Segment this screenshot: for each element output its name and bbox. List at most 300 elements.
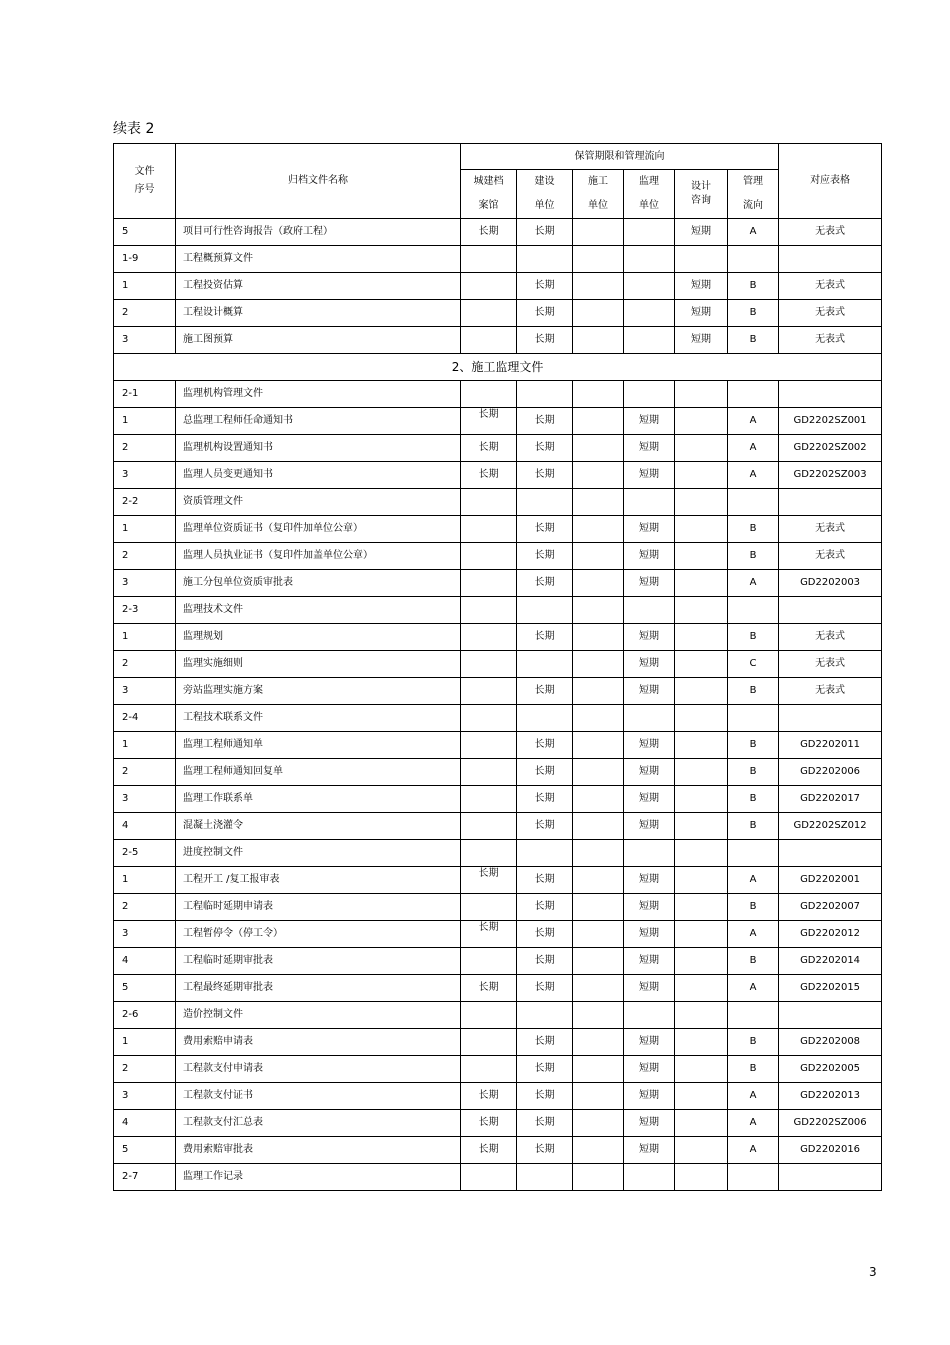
row-name: 总监理工程师任命通知书 [176, 408, 461, 435]
row-value-c4: 短期 [639, 901, 659, 912]
table-row [114, 219, 882, 246]
header-name: 归档文件名称 [176, 144, 461, 219]
table-row [114, 948, 882, 975]
table-row [114, 408, 882, 435]
row-value-c2: 长期 [534, 1144, 555, 1155]
header-col-supervision: 监理 单位 [624, 170, 675, 219]
row-name: 工程款支付申请表 [176, 1056, 461, 1083]
row-cell-c1 [461, 489, 517, 516]
row-cell-c6 [728, 1002, 779, 1029]
row-cell-c1 [461, 975, 517, 1002]
row-cell-c4 [624, 489, 675, 516]
row-cell-c2 [517, 408, 573, 435]
row-cell-c3 [573, 921, 624, 948]
row-cell-c4 [624, 1137, 675, 1164]
row-cell-c1 [461, 948, 517, 975]
row-value-c1: 长期 [478, 922, 499, 933]
row-number: 4 [114, 948, 176, 975]
row-cell-c6 [728, 759, 779, 786]
row-cell-c5 [675, 705, 728, 732]
row-cell-c2 [517, 705, 573, 732]
row-cell-c2 [517, 840, 573, 867]
row-name: 工程款支付汇总表 [176, 1110, 461, 1137]
header-col-construction: 建设 单位 [517, 170, 573, 219]
row-value-c2: 长期 [534, 1063, 555, 1074]
row-value-c2: 长期 [534, 874, 555, 885]
row-name: 监理机构设置通知书 [176, 435, 461, 462]
table-row [114, 624, 882, 651]
row-number: 3 [114, 921, 176, 948]
header-form: 对应表格 [779, 144, 882, 219]
row-cell-c1 [461, 1164, 517, 1191]
row-cell-c4 [624, 435, 675, 462]
row-value-c6: B [749, 1036, 757, 1047]
row-name: 监理工作记录 [176, 1164, 461, 1191]
row-value-c6: A [749, 928, 757, 939]
table-row [114, 786, 882, 813]
row-cell-c4 [624, 219, 675, 246]
row-cell-c5 [675, 435, 728, 462]
row-number: 2 [114, 543, 176, 570]
row-number: 3 [114, 1083, 176, 1110]
row-cell-c6 [728, 273, 779, 300]
row-name: 费用索赔审批表 [176, 1137, 461, 1164]
row-value-c2: 长期 [534, 982, 555, 993]
row-cell-c2 [517, 894, 573, 921]
row-value-c2: 长期 [534, 307, 555, 318]
row-value-c5: 短期 [691, 334, 711, 345]
row-cell-c4 [624, 246, 675, 273]
table-row [114, 705, 882, 732]
row-cell-c3 [573, 462, 624, 489]
row-number: 1 [114, 624, 176, 651]
row-value-c4: 短期 [639, 982, 659, 993]
row-value-c6: B [749, 550, 757, 561]
table-row [114, 327, 882, 354]
row-cell-c3 [573, 219, 624, 246]
row-value-c4: 短期 [639, 631, 659, 642]
row-value-c4: 短期 [639, 928, 659, 939]
row-cell-c1 [461, 246, 517, 273]
row-form: GD2202007 [779, 894, 882, 921]
row-cell-c4 [624, 1002, 675, 1029]
row-value-c4: 短期 [639, 415, 659, 426]
row-value-c2: 长期 [534, 955, 555, 966]
row-cell-c6 [728, 786, 779, 813]
row-form [779, 246, 882, 273]
row-number: 3 [114, 462, 176, 489]
row-cell-c3 [573, 840, 624, 867]
row-cell-c2 [517, 273, 573, 300]
row-cell-c3 [573, 759, 624, 786]
table-row [114, 1056, 882, 1083]
row-value-c6: B [749, 793, 757, 804]
row-value-c5: 短期 [691, 307, 711, 318]
row-cell-c5 [675, 300, 728, 327]
row-value-c4: 短期 [639, 739, 659, 750]
row-cell-c4 [624, 786, 675, 813]
row-number: 5 [114, 1137, 176, 1164]
table-caption: 续表 2 [113, 121, 155, 137]
row-cell-c2 [517, 948, 573, 975]
row-cell-c2 [517, 1002, 573, 1029]
row-value-c6: A [749, 442, 757, 453]
row-cell-c6 [728, 1083, 779, 1110]
row-cell-c3 [573, 1029, 624, 1056]
row-cell-c4 [624, 327, 675, 354]
row-cell-c3 [573, 705, 624, 732]
row-cell-c6 [728, 408, 779, 435]
row-value-c2: 长期 [534, 1117, 555, 1128]
table-row [114, 651, 882, 678]
row-number: 2 [114, 435, 176, 462]
row-form: GD2202001 [779, 867, 882, 894]
row-cell-c5 [675, 381, 728, 408]
table-row [114, 300, 882, 327]
row-cell-c1 [461, 921, 517, 948]
row-name: 监理工程师通知单 [176, 732, 461, 759]
row-cell-c6 [728, 1110, 779, 1137]
row-cell-c1 [461, 300, 517, 327]
row-cell-c2 [517, 813, 573, 840]
row-form: GD2202SZ001 [779, 408, 882, 435]
row-value-c6: B [749, 307, 757, 318]
row-cell-c5 [675, 948, 728, 975]
row-name: 监理工作联系单 [176, 786, 461, 813]
row-number: 3 [114, 786, 176, 813]
row-cell-c3 [573, 435, 624, 462]
row-cell-c6 [728, 1137, 779, 1164]
row-cell-c5 [675, 732, 728, 759]
row-cell-c5 [675, 651, 728, 678]
row-value-c6: A [749, 1144, 757, 1155]
row-cell-c2 [517, 516, 573, 543]
section-title: 2、施工监理文件 [114, 354, 882, 381]
row-cell-c5 [675, 1110, 728, 1137]
row-cell-c6 [728, 894, 779, 921]
row-value-c4: 短期 [639, 793, 659, 804]
table-row [114, 435, 882, 462]
row-value-c4: 短期 [639, 1144, 659, 1155]
row-cell-c1 [461, 759, 517, 786]
row-form: GD2202006 [779, 759, 882, 786]
row-form: GD2202003 [779, 570, 882, 597]
row-number: 1 [114, 1029, 176, 1056]
row-cell-c1 [461, 1110, 517, 1137]
row-cell-c6 [728, 975, 779, 1002]
row-cell-c2 [517, 678, 573, 705]
row-cell-c3 [573, 1083, 624, 1110]
row-form [779, 597, 882, 624]
row-number: 2 [114, 300, 176, 327]
row-cell-c4 [624, 624, 675, 651]
row-cell-c6 [728, 435, 779, 462]
row-value-c6: B [749, 334, 757, 345]
row-form: GD2202012 [779, 921, 882, 948]
row-value-c2: 长期 [534, 415, 555, 426]
row-cell-c5 [675, 1164, 728, 1191]
row-number: 1 [114, 408, 176, 435]
row-cell-c1 [461, 1056, 517, 1083]
row-cell-c6 [728, 381, 779, 408]
row-cell-c2 [517, 435, 573, 462]
row-cell-c4 [624, 462, 675, 489]
row-cell-c5 [675, 462, 728, 489]
row-value-c6: B [749, 739, 757, 750]
row-name: 监理工程师通知回复单 [176, 759, 461, 786]
row-cell-c1 [461, 219, 517, 246]
row-form [779, 381, 882, 408]
row-form: GD2202SZ003 [779, 462, 882, 489]
row-cell-c2 [517, 732, 573, 759]
row-form: GD2202005 [779, 1056, 882, 1083]
row-cell-c1 [461, 1002, 517, 1029]
row-cell-c1 [461, 813, 517, 840]
row-value-c4: 短期 [639, 1090, 659, 1101]
row-value-c6: A [749, 1117, 757, 1128]
row-name: 工程投资估算 [176, 273, 461, 300]
table-row [114, 678, 882, 705]
row-number: 5 [114, 975, 176, 1002]
row-cell-c5 [675, 408, 728, 435]
row-name: 监理实施细则 [176, 651, 461, 678]
row-value-c2: 长期 [534, 469, 555, 480]
row-cell-c3 [573, 651, 624, 678]
row-number: 2 [114, 759, 176, 786]
header-group: 保管期限和管理流向 [461, 144, 779, 170]
row-cell-c3 [573, 948, 624, 975]
row-cell-c2 [517, 246, 573, 273]
row-cell-c5 [675, 1083, 728, 1110]
row-cell-c4 [624, 840, 675, 867]
table-row [114, 975, 882, 1002]
row-cell-c2 [517, 1137, 573, 1164]
row-cell-c4 [624, 705, 675, 732]
row-form: 无表式 [779, 327, 882, 354]
row-cell-c3 [573, 543, 624, 570]
row-number: 1 [114, 732, 176, 759]
row-value-c6: A [749, 1090, 757, 1101]
row-cell-c6 [728, 651, 779, 678]
row-cell-c3 [573, 246, 624, 273]
row-cell-c1 [461, 732, 517, 759]
row-cell-c6 [728, 624, 779, 651]
row-form: GD2202SZ002 [779, 435, 882, 462]
row-cell-c5 [675, 1029, 728, 1056]
row-value-c2: 长期 [534, 1036, 555, 1047]
row-cell-c2 [517, 1056, 573, 1083]
row-cell-c4 [624, 867, 675, 894]
row-cell-c4 [624, 1056, 675, 1083]
table-row [114, 381, 882, 408]
row-cell-c2 [517, 327, 573, 354]
row-value-c4: 短期 [639, 1063, 659, 1074]
row-name: 造价控制文件 [176, 1002, 461, 1029]
row-value-c6: B [749, 631, 757, 642]
archive-table [113, 143, 882, 1191]
row-cell-c5 [675, 327, 728, 354]
row-cell-c1 [461, 786, 517, 813]
row-cell-c3 [573, 381, 624, 408]
row-name: 监理单位资质证书（复印件加单位公章） [176, 516, 461, 543]
row-value-c1: 长期 [478, 982, 499, 993]
row-value-c6: B [749, 766, 757, 777]
row-cell-c5 [675, 867, 728, 894]
row-cell-c6 [728, 921, 779, 948]
row-number: 2-6 [114, 1002, 176, 1029]
row-value-c6: A [749, 982, 757, 993]
row-value-c4: 短期 [639, 820, 659, 831]
row-cell-c5 [675, 543, 728, 570]
row-cell-c3 [573, 813, 624, 840]
row-value-c6: A [749, 415, 757, 426]
row-cell-c2 [517, 1164, 573, 1191]
row-cell-c3 [573, 327, 624, 354]
row-cell-c6 [728, 813, 779, 840]
row-name: 工程暂停令（停工令） [176, 921, 461, 948]
row-cell-c5 [675, 246, 728, 273]
row-number: 2-7 [114, 1164, 176, 1191]
row-cell-c3 [573, 732, 624, 759]
row-value-c2: 长期 [534, 793, 555, 804]
row-number: 2 [114, 1056, 176, 1083]
row-form: 无表式 [779, 651, 882, 678]
header-seq: 文件 序号 [114, 144, 176, 219]
row-value-c4: 短期 [639, 469, 659, 480]
row-cell-c4 [624, 597, 675, 624]
row-cell-c1 [461, 381, 517, 408]
row-cell-c4 [624, 408, 675, 435]
row-cell-c3 [573, 624, 624, 651]
row-cell-c3 [573, 1056, 624, 1083]
row-cell-c3 [573, 786, 624, 813]
row-cell-c4 [624, 813, 675, 840]
row-cell-c6 [728, 246, 779, 273]
row-value-c5: 短期 [691, 280, 711, 291]
row-cell-c1 [461, 1137, 517, 1164]
row-value-c1: 长期 [478, 868, 499, 879]
row-cell-c6 [728, 327, 779, 354]
row-form: GD2202016 [779, 1137, 882, 1164]
row-form: GD2202008 [779, 1029, 882, 1056]
row-cell-c5 [675, 759, 728, 786]
row-cell-c6 [728, 597, 779, 624]
row-name: 工程款支付证书 [176, 1083, 461, 1110]
row-name: 费用索赔申请表 [176, 1029, 461, 1056]
row-number: 2-2 [114, 489, 176, 516]
row-cell-c6 [728, 300, 779, 327]
row-cell-c6 [728, 678, 779, 705]
row-value-c6: B [749, 523, 757, 534]
row-number: 2-4 [114, 705, 176, 732]
row-name: 工程临时延期申请表 [176, 894, 461, 921]
row-value-c6: B [749, 820, 757, 831]
row-value-c2: 长期 [534, 577, 555, 588]
row-cell-c1 [461, 408, 517, 435]
row-value-c4: 短期 [639, 874, 659, 885]
row-cell-c6 [728, 489, 779, 516]
row-cell-c2 [517, 624, 573, 651]
row-form: 无表式 [779, 273, 882, 300]
table-row [114, 894, 882, 921]
row-value-c4: 短期 [639, 577, 659, 588]
row-value-c6: C [749, 658, 757, 669]
row-number: 2 [114, 651, 176, 678]
row-cell-c5 [675, 597, 728, 624]
row-cell-c4 [624, 516, 675, 543]
row-cell-c5 [675, 975, 728, 1002]
row-cell-c6 [728, 219, 779, 246]
row-name: 监理机构管理文件 [176, 381, 461, 408]
row-value-c6: B [749, 1063, 757, 1074]
row-cell-c5 [675, 1137, 728, 1164]
row-value-c2: 长期 [534, 820, 555, 831]
row-value-c6: A [749, 874, 757, 885]
row-form: GD2202017 [779, 786, 882, 813]
table-row [114, 1164, 882, 1191]
row-value-c2: 长期 [534, 523, 555, 534]
table-row [114, 543, 882, 570]
row-cell-c5 [675, 786, 728, 813]
row-cell-c1 [461, 624, 517, 651]
row-cell-c2 [517, 543, 573, 570]
row-cell-c1 [461, 516, 517, 543]
table-row [114, 462, 882, 489]
row-cell-c5 [675, 894, 728, 921]
row-cell-c4 [624, 759, 675, 786]
row-value-c2: 长期 [534, 280, 555, 291]
row-value-c2: 长期 [534, 334, 555, 345]
row-cell-c3 [573, 1137, 624, 1164]
row-name: 工程设计概算 [176, 300, 461, 327]
row-cell-c1 [461, 678, 517, 705]
table-row [114, 1137, 882, 1164]
row-value-c2: 长期 [534, 901, 555, 912]
row-name: 监理人员执业证书（复印件加盖单位公章） [176, 543, 461, 570]
row-cell-c5 [675, 570, 728, 597]
row-cell-c2 [517, 570, 573, 597]
row-cell-c1 [461, 435, 517, 462]
row-cell-c5 [675, 1056, 728, 1083]
row-cell-c1 [461, 462, 517, 489]
row-cell-c1 [461, 840, 517, 867]
row-cell-c6 [728, 867, 779, 894]
row-cell-c5 [675, 840, 728, 867]
table-row [114, 1029, 882, 1056]
row-name: 施工图预算 [176, 327, 461, 354]
row-name: 监理技术文件 [176, 597, 461, 624]
row-name: 监理规划 [176, 624, 461, 651]
row-cell-c5 [675, 624, 728, 651]
row-cell-c1 [461, 597, 517, 624]
row-cell-c1 [461, 327, 517, 354]
row-name: 工程概预算文件 [176, 246, 461, 273]
header-col-archive: 城建档 案馆 [461, 170, 517, 219]
row-number: 3 [114, 327, 176, 354]
row-cell-c6 [728, 462, 779, 489]
table-row [114, 867, 882, 894]
row-number: 2-1 [114, 381, 176, 408]
row-cell-c2 [517, 651, 573, 678]
row-name: 工程最终延期审批表 [176, 975, 461, 1002]
row-number: 1 [114, 867, 176, 894]
row-form: 无表式 [779, 678, 882, 705]
row-number: 4 [114, 1110, 176, 1137]
row-value-c1: 长期 [478, 409, 499, 420]
table-row [114, 489, 882, 516]
row-value-c6: B [749, 955, 757, 966]
row-cell-c4 [624, 894, 675, 921]
